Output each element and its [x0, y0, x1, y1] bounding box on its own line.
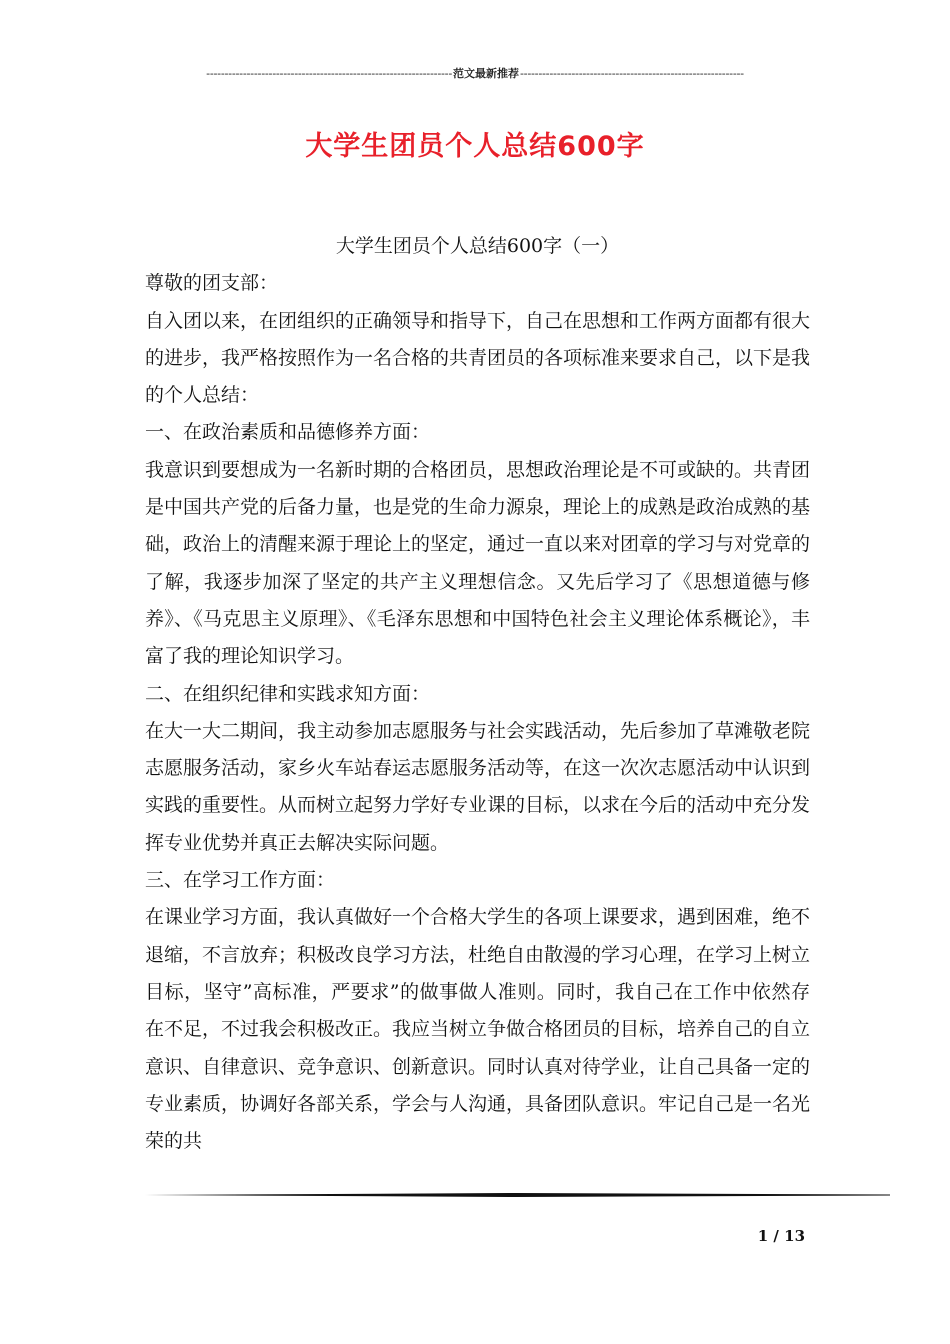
section-subtitle: 大学生团员个人总结600字（一） [335, 235, 620, 257]
header-label: 范文最新推荐 [453, 67, 519, 80]
document-body [145, 228, 810, 1160]
body-paragraph: 在课业学习方面，我认真做好一个合格大学生的各项上课要求，遇到困难，绝不退缩，不言放弃；积极改良学习方法，杜绝自由散漫的学习心理，在学习上树立目标，坚守”高标准，严要求”的做事做人准则。同时，我自己在工作中依然存在不足，不过我会积极改正。我应当树立争做合格团员的目标，培养自己的自立意识、自律意识、竞争意识、创新意识。同时认真对待学业，让自己具备一定的专业素质，协调好各部关系，学会与人沟通，具备团队意识。牢记自己是一名光荣的共 [145, 906, 811, 1153]
salutation: 尊敬的团支部： [145, 272, 279, 295]
page-number: 1 / 13 [757, 1227, 805, 1245]
section-heading: 一、在政治素质和品德修养方面： [145, 421, 431, 444]
body-paragraph: 我意识到要想成为一名新时期的合格团员，思想政治理论是不可或缺的。共青团是中国共产党的后备力量，也是党的生命力源泉，理论上的成熟是政治成熟的基础，政治上的清醒来源于理论上的坚定，通过一直以来对团章的学习与对党章的了解，我逐步加深了坚定的共产主义理想信念。又先后学习了《思想道德与修养》、《马克思主义原理》、《毛泽东思想和中国特色社会主义理论体系概论》，丰富了我的理论知识学习。 [145, 458, 811, 668]
body-paragraph: 自入团以来，在团组织的正确领导和指导下，自己在思想和工作两方面都有很大的进步，我严格按照作为一名合格的共青团员的各项标准来要求自己，以下是我的个人总结： [145, 309, 811, 407]
body-paragraph: 在大一大二期间，我主动参加志愿服务与社会实践活动，先后参加了草滩敬老院志愿服务活动，家乡火车站春运志愿服务活动等，在这一次次志愿活动中认识到实践的重要性。从而树立起努力学好专业课的目标，以求在今后的活动中充分发挥专业优势并真正去解决实际问题。 [145, 719, 811, 854]
header-dashes-right: ------------------------------------------------------------- [520, 67, 744, 80]
section-heading: 二、在组织纪律和实践求知方面： [145, 682, 431, 705]
footer-rule [145, 1193, 890, 1197]
header-banner [145, 66, 805, 82]
document-title: 大学生团员个人总结600字 [305, 131, 645, 162]
header-dashes-left: ------------------------------------------------------------------- [206, 67, 452, 80]
section-heading: 三、在学习工作方面： [145, 869, 336, 892]
